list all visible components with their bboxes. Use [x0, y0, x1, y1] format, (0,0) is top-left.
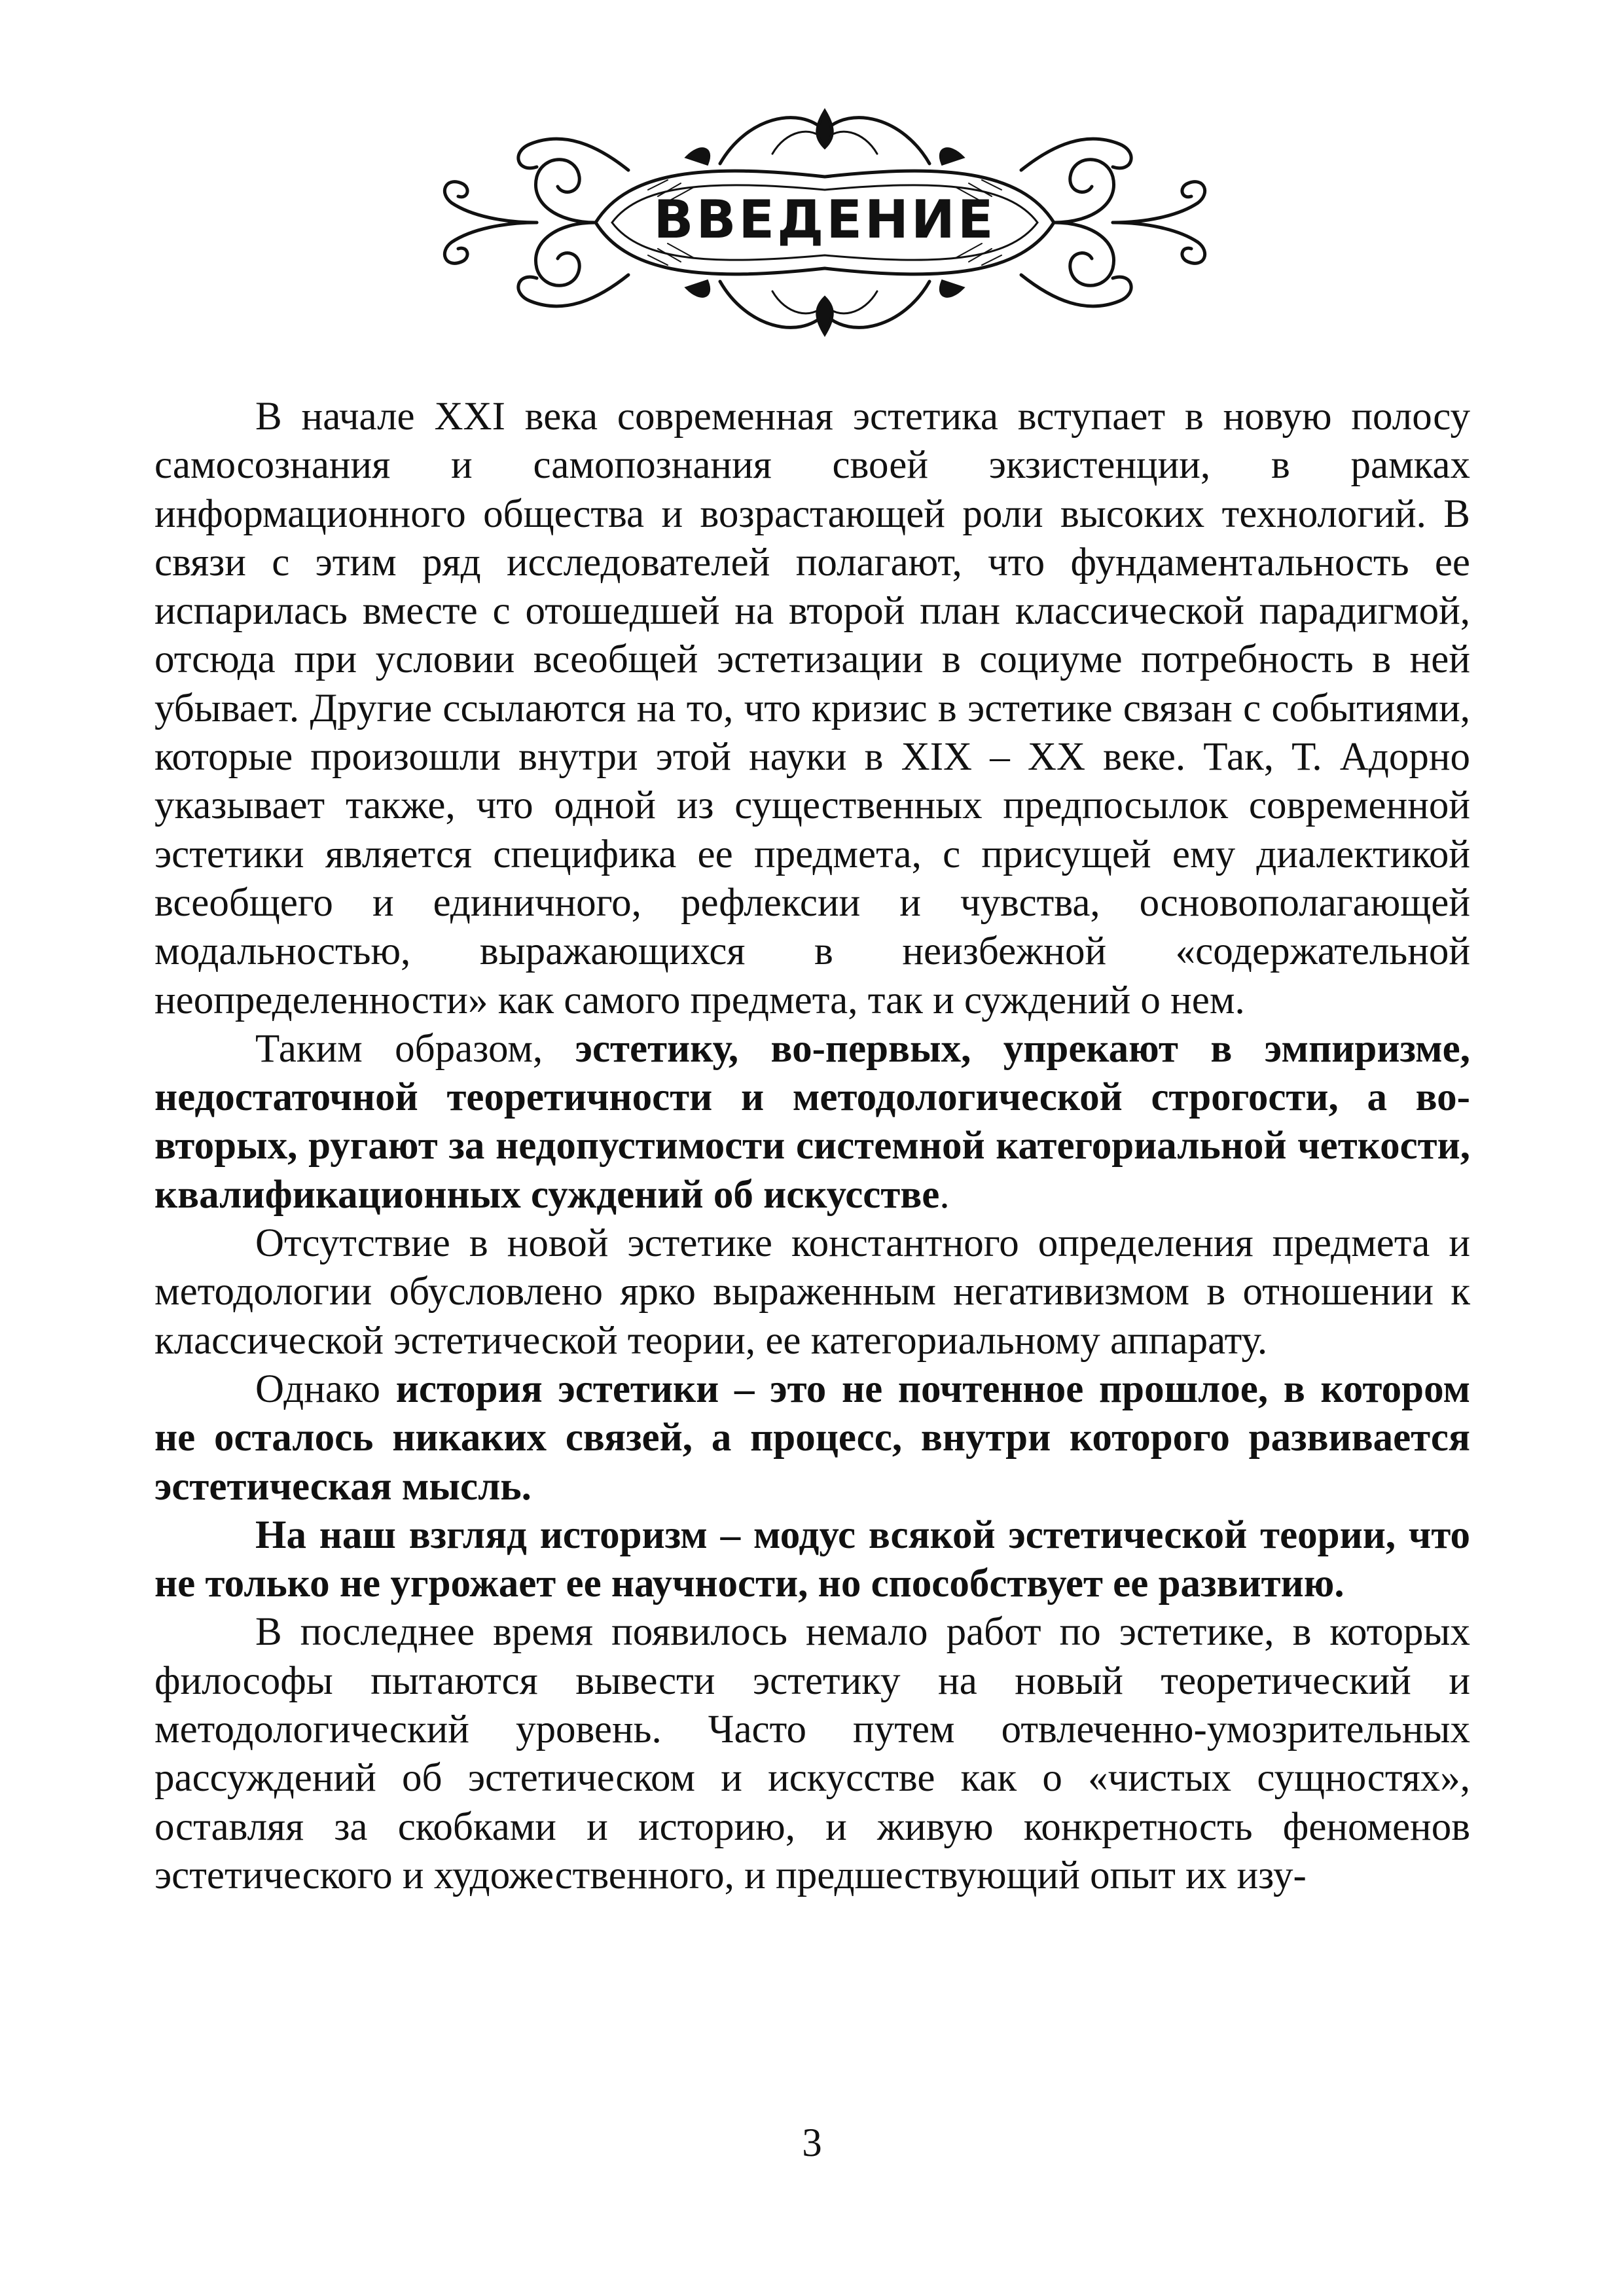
bold-text-segment: На наш взгляд историзм – модус всякой эстетической теории, что не только не угрожает ее научности, но способствует ее развитию.	[154, 1513, 1470, 1606]
page-number: 3	[802, 2121, 822, 2165]
paragraph	[154, 393, 1470, 1025]
text-segment: В последнее время появилось немало работ по эстетике, в которых философы пытаются вывести эстетику на новый теоретический и методологический уровень. Часто путем отвлеченно-умозрительных рассуждений об эстетическом и искусстве как о «чистых сущностях», оставляя за скобками и историю, и живую конкретность феноменов эстетического и художественного, и предшествующий опыт их изу-	[154, 1610, 1470, 1897]
paragraph	[154, 1608, 1470, 1900]
text-segment: Отсутствие в новой эстетике константного определения предмета и методологии обусловлено ярко выраженным негативизмом в отношении к классической эстетической теории, ее категориальному аппарату.	[154, 1221, 1470, 1363]
text-segment: .	[939, 1172, 950, 1217]
paragraph	[154, 1511, 1470, 1609]
paragraph	[154, 1025, 1470, 1219]
text-segment: В начале XXI века современная эстетика вступает в новую полосу самосознания и самопознания своей экзистенции, в рамках информационного общества и возрастающей роли высоких технологий. В связи с этим ряд исследователей полагают, что фундаментальность ее испарилась вместе с отошедшей на второй план классической парадигмой, отсюда при условии всеобщей эстетизации в социуме потребность в ней убывает. Другие ссылаются на то, что кризис в эстетике связан с событиями, которые произошли внутри этой науки в XIX – XX веке. Так, Т. Адорно указывает также, что одной из существенных предпосылок современной эстетики является специфика ее предмета, с присущей ему диалектикой всеобщего и единичного, рефлексии и чувства, основополагающей модальностью, выражающихся в неизбежной «содержательной неопределенности» как самого предмета, так и суждений о нем.	[154, 395, 1470, 1022]
text-segment: Таким образом,	[255, 1026, 575, 1071]
text-segment: Однако	[255, 1367, 396, 1411]
bold-text-segment: история эстетики – это не почтенное прошлое, в котором не осталось никаких связей, а процесс, внутри которого развивается эстетическая мысль.	[154, 1367, 1470, 1509]
bold-text-segment: эстетику, во-первых, упрекают в эмпиризме, недостаточной теоретичности и методологической строгости, а во-вторых, ругают за недопустимости системной категориальной четкости, квалификационных суждений об искусстве	[154, 1026, 1470, 1217]
body-text	[154, 393, 1470, 1900]
paragraph	[154, 1365, 1470, 1511]
page-title: ВВЕДЕНИЕ	[653, 189, 996, 250]
paragraph	[154, 1219, 1470, 1365]
